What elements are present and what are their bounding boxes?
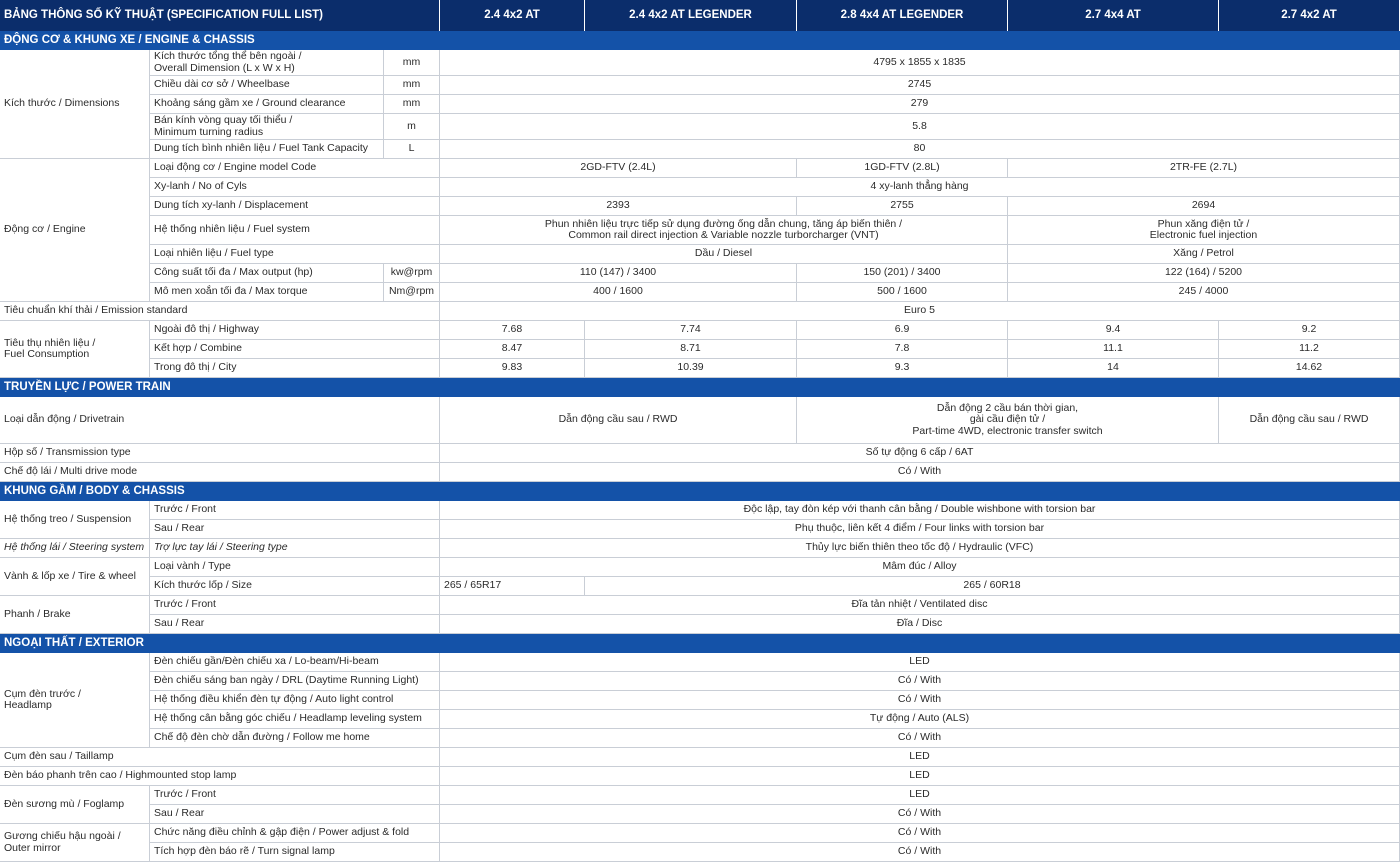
value-cell: 2GD-FTV (2.4L) (440, 159, 797, 178)
value-cell: 14.62 (1219, 359, 1400, 378)
value-cell: Có / With (440, 805, 1400, 824)
value-cell: 400 / 1600 (440, 283, 797, 302)
value-cell: Dẫn động cầu sau / RWD (440, 397, 797, 444)
row-group-label: Phanh / Brake (0, 596, 150, 634)
value-cell: 122 (164) / 5200 (1008, 264, 1400, 283)
value-cell: Tự động / Auto (ALS) (440, 710, 1400, 729)
row-label: Xy-lanh / No of Cyls (150, 178, 440, 197)
variant-header: 2.4 4x2 AT (440, 0, 585, 31)
row-group-label: Đèn sương mù / Foglamp (0, 786, 150, 824)
value-cell: 265 / 60R18 (585, 577, 1400, 596)
row-label: Hệ thống nhiên liệu / Fuel system (150, 216, 440, 245)
variant-header: 2.7 4x2 AT (1219, 0, 1400, 31)
row-label: Đèn báo phanh trên cao / Highmounted stop lamp (0, 767, 440, 786)
value-cell: LED (440, 748, 1400, 767)
value-cell: 9.4 (1008, 321, 1219, 340)
table-title: BẢNG THÔNG SỐ KỸ THUẬT (SPECIFICATION FULL LIST) (0, 0, 440, 31)
row-label: Mô men xoắn tối đa / Max torque (150, 283, 384, 302)
value-cell: Xăng / Petrol (1008, 245, 1400, 264)
row-group-label: Kích thước / Dimensions (0, 50, 150, 159)
value-cell: Euro 5 (440, 302, 1400, 321)
value-cell: Có / With (440, 691, 1400, 710)
row-label: Tích hợp đèn báo rẽ / Turn signal lamp (150, 843, 440, 862)
value-cell: LED (440, 653, 1400, 672)
row-label: Cụm đèn sau / Taillamp (0, 748, 440, 767)
row-label: Hệ thống cân bằng góc chiếu / Headlamp leveling system (150, 710, 440, 729)
row-label: Kết hợp / Combine (150, 340, 440, 359)
row-label: Dung tích xy-lanh / Displacement (150, 197, 440, 216)
row-label: Kích thước tổng thể bên ngoài / Overall Dimension (L x W x H) (150, 50, 384, 76)
section-header: ĐỘNG CƠ & KHUNG XE / ENGINE & CHASSIS (0, 31, 1400, 50)
row-label: Trước / Front (150, 596, 440, 615)
value-cell: 7.74 (585, 321, 797, 340)
row-group-label: Vành & lốp xe / Tire & wheel (0, 558, 150, 596)
value-cell: Mâm đúc / Alloy (440, 558, 1400, 577)
value-cell: 8.47 (440, 340, 585, 359)
value-cell: Phụ thuộc, liên kết 4 điểm / Four links with torsion bar (440, 520, 1400, 539)
value-cell: 2745 (440, 76, 1400, 95)
row-label: Dung tích bình nhiên liệu / Fuel Tank Capacity (150, 140, 384, 159)
row-label: Trước / Front (150, 501, 440, 520)
row-label: Loại dẫn động / Drivetrain (0, 397, 440, 444)
value-cell: 2694 (1008, 197, 1400, 216)
row-label: Hệ thống điều khiển đèn tự động / Auto light control (150, 691, 440, 710)
section-header: NGOẠI THẤT / EXTERIOR (0, 634, 1400, 653)
row-label: Loại nhiên liệu / Fuel type (150, 245, 440, 264)
value-cell: 80 (440, 140, 1400, 159)
value-cell: 8.71 (585, 340, 797, 359)
unit-cell: mm (384, 95, 440, 114)
value-cell: Có / With (440, 672, 1400, 691)
row-group-label: Tiêu thụ nhiên liệu / Fuel Consumption (0, 321, 150, 378)
row-label: Tiêu chuẩn khí thải / Emission standard (0, 302, 440, 321)
row-label: Bán kính vòng quay tối thiểu / Minimum turning radius (150, 114, 384, 140)
section-header: KHUNG GẦM / BODY & CHASSIS (0, 482, 1400, 501)
unit-cell: L (384, 140, 440, 159)
value-cell: Có / With (440, 824, 1400, 843)
row-group-label: Hệ thống lái / Steering system (0, 539, 150, 558)
row-label: Chế độ lái / Multi drive mode (0, 463, 440, 482)
value-cell: 245 / 4000 (1008, 283, 1400, 302)
value-cell: Phun xăng điện tử / Electronic fuel injection (1008, 216, 1400, 245)
row-label: Chức năng điều chỉnh & gập điện / Power adjust & fold (150, 824, 440, 843)
value-cell: 9.83 (440, 359, 585, 378)
row-label: Chiều dài cơ sở / Wheelbase (150, 76, 384, 95)
value-cell: Dầu / Diesel (440, 245, 1008, 264)
row-group-label: Động cơ / Engine (0, 159, 150, 302)
unit-cell: mm (384, 76, 440, 95)
value-cell: Đĩa / Disc (440, 615, 1400, 634)
value-cell: Có / With (440, 729, 1400, 748)
section-header: TRUYỀN LỰC / POWER TRAIN (0, 378, 1400, 397)
value-cell: 2TR-FE (2.7L) (1008, 159, 1400, 178)
row-label: Loại động cơ / Engine model Code (150, 159, 440, 178)
row-group-label: Gương chiếu hậu ngoài / Outer mirror (0, 824, 150, 862)
row-group-label: Cụm đèn trước / Headlamp (0, 653, 150, 748)
variant-header: 2.4 4x2 AT LEGENDER (585, 0, 797, 31)
value-cell: Có / With (440, 463, 1400, 482)
value-cell: 2393 (440, 197, 797, 216)
value-cell: 150 (201) / 3400 (797, 264, 1008, 283)
row-group-label: Hệ thống treo / Suspension (0, 501, 150, 539)
variant-header: 2.8 4x4 AT LEGENDER (797, 0, 1008, 31)
value-cell: LED (440, 767, 1400, 786)
value-cell: Số tự động 6 cấp / 6AT (440, 444, 1400, 463)
value-cell: 11.1 (1008, 340, 1219, 359)
row-label: Trợ lực tay lái / Steering type (150, 539, 440, 558)
row-label: Sau / Rear (150, 805, 440, 824)
value-cell: 5.8 (440, 114, 1400, 140)
row-label: Trước / Front (150, 786, 440, 805)
value-cell: Phun nhiên liệu trực tiếp sử dụng đường ống dẫn chung, tăng áp biến thiên / Common rail direct injection & Variable nozzle turborcharger (VNT) (440, 216, 1008, 245)
row-label: Trong đô thị / City (150, 359, 440, 378)
row-label: Đèn chiếu sáng ban ngày / DRL (Daytime Running Light) (150, 672, 440, 691)
value-cell: 279 (440, 95, 1400, 114)
value-cell: 7.68 (440, 321, 585, 340)
value-cell: 10.39 (585, 359, 797, 378)
value-cell: 1GD-FTV (2.8L) (797, 159, 1008, 178)
row-label: Sau / Rear (150, 615, 440, 634)
row-label: Hộp số / Transmission type (0, 444, 440, 463)
value-cell: 11.2 (1219, 340, 1400, 359)
value-cell: 14 (1008, 359, 1219, 378)
value-cell: 9.3 (797, 359, 1008, 378)
row-label: Công suất tối đa / Max output (hp) (150, 264, 384, 283)
value-cell: Có / With (440, 843, 1400, 862)
value-cell: 6.9 (797, 321, 1008, 340)
row-label: Đèn chiếu gần/Đèn chiếu xa / Lo-beam/Hi-beam (150, 653, 440, 672)
row-label: Sau / Rear (150, 520, 440, 539)
value-cell: Độc lập, tay đòn kép với thanh cân bằng / Double wishbone with torsion bar (440, 501, 1400, 520)
unit-cell: kw@rpm (384, 264, 440, 283)
unit-cell: m (384, 114, 440, 140)
value-cell: Thủy lực biến thiên theo tốc độ / Hydraulic (VFC) (440, 539, 1400, 558)
value-cell: Đĩa tản nhiệt / Ventilated disc (440, 596, 1400, 615)
row-label: Loại vành / Type (150, 558, 440, 577)
value-cell: 7.8 (797, 340, 1008, 359)
variant-header: 2.7 4x4 AT (1008, 0, 1219, 31)
value-cell: 2755 (797, 197, 1008, 216)
value-cell: LED (440, 786, 1400, 805)
row-label: Ngoài đô thị / Highway (150, 321, 440, 340)
unit-cell: Nm@rpm (384, 283, 440, 302)
value-cell: 4 xy-lanh thẳng hàng (440, 178, 1400, 197)
row-label: Chế độ đèn chờ dẫn đường / Follow me home (150, 729, 440, 748)
value-cell: 9.2 (1219, 321, 1400, 340)
value-cell: 500 / 1600 (797, 283, 1008, 302)
value-cell: Dẫn động cầu sau / RWD (1219, 397, 1400, 444)
value-cell: 265 / 65R17 (440, 577, 585, 596)
row-label: Khoảng sáng gầm xe / Ground clearance (150, 95, 384, 114)
value-cell: Dẫn động 2 cầu bán thời gian, gài cầu điện tử / Part-time 4WD, electronic transfer switch (797, 397, 1219, 444)
value-cell: 4795 x 1855 x 1835 (440, 50, 1400, 76)
row-label: Kích thước lốp / Size (150, 577, 440, 596)
unit-cell: mm (384, 50, 440, 76)
value-cell: 110 (147) / 3400 (440, 264, 797, 283)
